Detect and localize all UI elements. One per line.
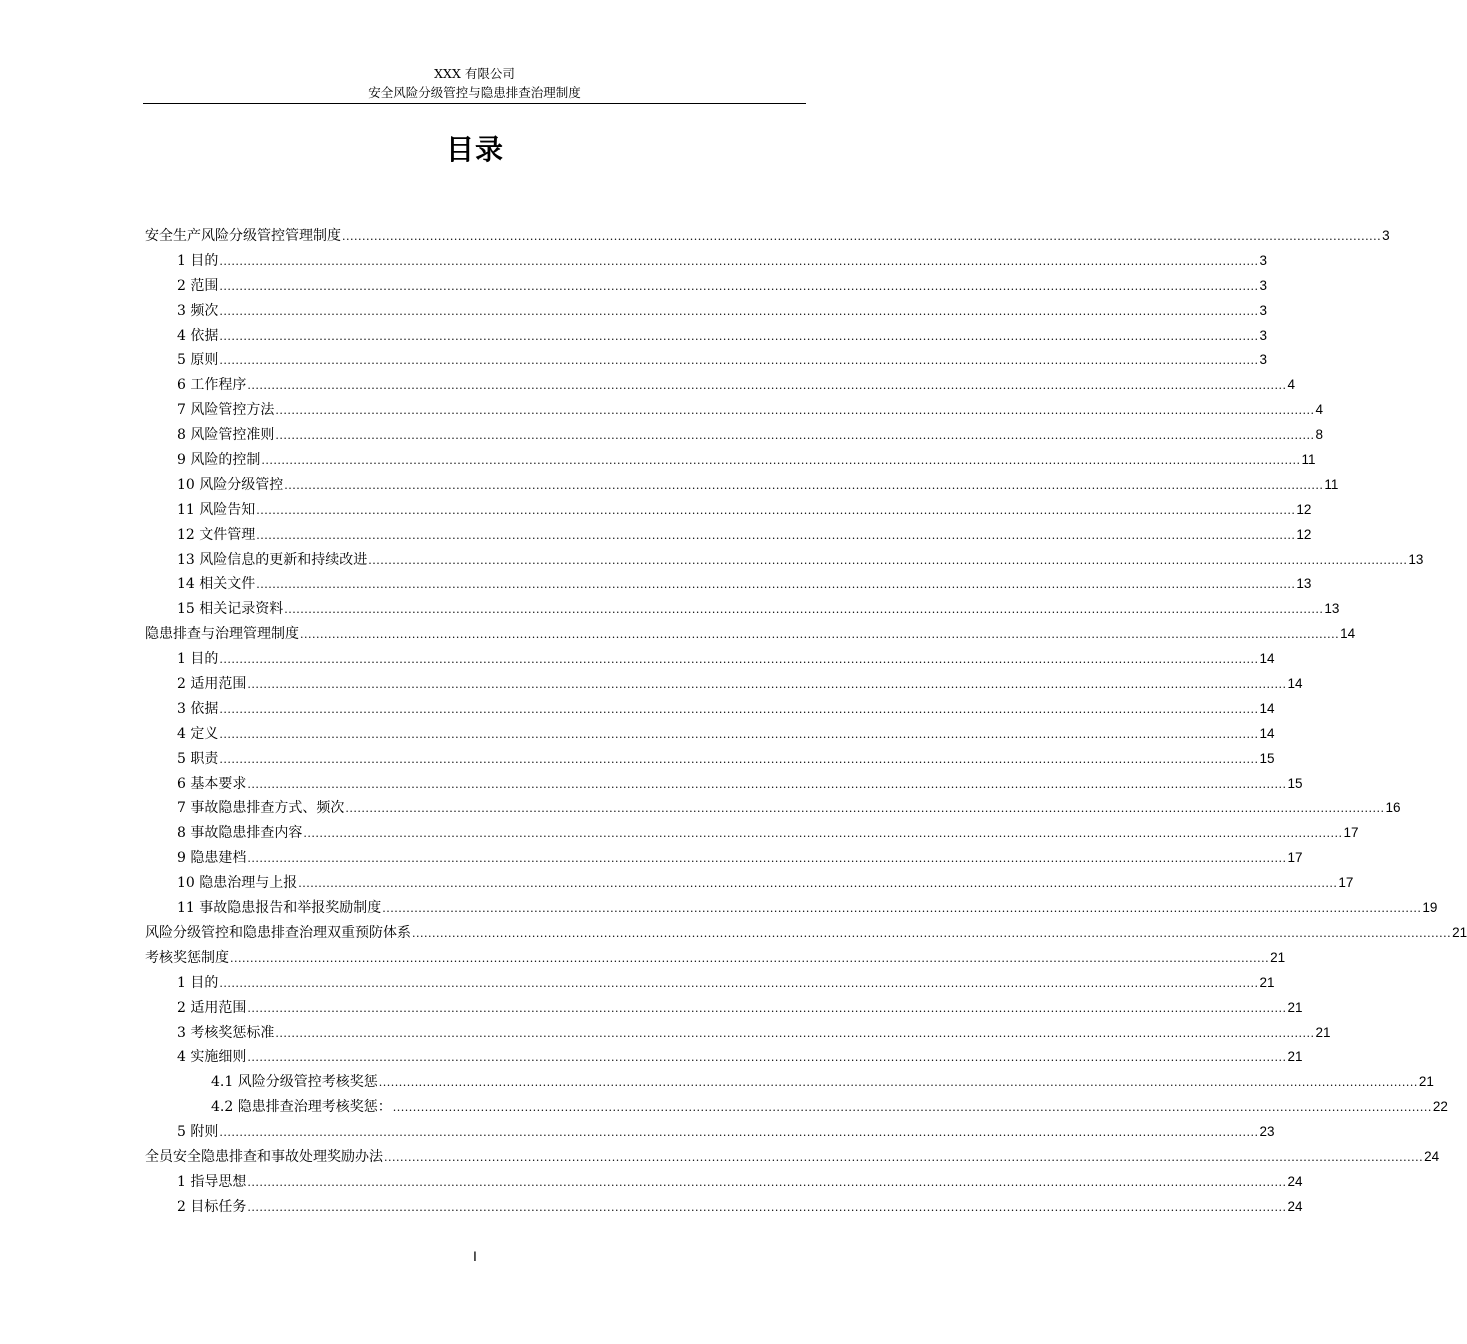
toc-entry[interactable] [145, 871, 1354, 896]
toc-dot-leader: .................................................................................................................................................................................................................................................................... [384, 1150, 1424, 1164]
toc-entry[interactable] [145, 1120, 1275, 1145]
toc-entry-page: 13 [1296, 576, 1312, 592]
toc-entry-label: 6 工作程序 [177, 377, 247, 394]
toc-dot-leader: .................................................................................................................................................................................................................................................................... [219, 976, 1259, 990]
toc-dot-leader: .................................................................................................................................................................................................................................................................... [230, 951, 1270, 965]
toc-dot-leader: .................................................................................................................................................................................................................................................................... [342, 230, 1382, 243]
toc-entry[interactable] [145, 647, 1275, 672]
toc-entry[interactable] [145, 324, 1267, 349]
toc-entry-page: 14 [1259, 700, 1275, 716]
toc-entry[interactable] [145, 846, 1303, 871]
page-header [143, 64, 806, 104]
toc-entry-page: 4 [1287, 377, 1295, 393]
toc-dot-leader: .................................................................................................................................................................................................................................................................... [247, 1051, 1287, 1065]
toc-entry[interactable] [145, 1070, 1434, 1095]
toc-entry-label: 4 实施细则 [177, 1049, 247, 1066]
toc-dot-leader: .................................................................................................................................................................................................................................................................... [219, 279, 1259, 293]
toc-entry-page: 21 [1287, 999, 1303, 1015]
toc-entry[interactable] [145, 996, 1303, 1021]
toc-entry[interactable] [145, 1021, 1331, 1046]
toc-dot-leader: .................................................................................................................................................................................................................................................................... [284, 603, 1324, 617]
toc-entry-label: 10 风险分级管控 [177, 476, 284, 493]
toc-entry-page: 3 [1259, 352, 1267, 368]
toc-entry-label: 1 目的 [177, 974, 219, 991]
toc-entry[interactable] [145, 672, 1303, 697]
toc-entry-page: 15 [1259, 750, 1275, 766]
toc-entry-label: 14 相关文件 [177, 576, 256, 593]
toc-entry-label: 7 事故隐患排查方式、频次 [177, 800, 345, 817]
toc-entry-page: 14 [1287, 676, 1303, 692]
toc-entry-label: 4.1 风险分级管控考核奖惩 [211, 1074, 378, 1091]
toc-entry-label: 2 适用范围 [177, 999, 247, 1016]
toc-entry[interactable] [145, 473, 1339, 498]
toc-entry[interactable] [145, 1095, 1448, 1120]
toc-dot-leader: .................................................................................................................................................................................................................................................................... [247, 1001, 1287, 1015]
toc-entry-label: 5 原则 [177, 352, 219, 369]
toc-entry-label: 11 风险告知 [177, 501, 256, 518]
toc-entry-label: 隐患排查与治理管理制度 [145, 626, 299, 643]
toc-entry-page: 14 [1340, 626, 1356, 642]
page-number: I [473, 1248, 477, 1264]
toc-entry-page: 21 [1287, 1049, 1303, 1065]
toc-dot-leader: .................................................................................................................................................................................................................................................................... [247, 678, 1287, 692]
toc-entry-page: 22 [1432, 1099, 1448, 1115]
toc-dot-leader: .................................................................................................................................................................................................................................................................... [300, 628, 1340, 642]
toc-entry-label: 9 风险的控制 [177, 452, 261, 469]
toc-entry[interactable] [145, 747, 1275, 772]
toc-entry[interactable] [145, 921, 1467, 946]
toc-dot-leader: .................................................................................................................................................................................................................................................................... [256, 578, 1296, 592]
toc-entry-label: 5 职责 [177, 750, 219, 767]
toc-entry-page: 11 [1301, 452, 1316, 468]
toc-entry[interactable] [145, 249, 1267, 274]
toc-entry-page: 21 [1418, 1074, 1434, 1090]
toc-entry-page: 17 [1338, 875, 1354, 891]
toc-entry-label: 9 隐患建档 [177, 850, 247, 867]
toc-dot-leader: .................................................................................................................................................................................................................................................................... [368, 553, 1408, 567]
toc-dot-leader: .................................................................................................................................................................................................................................................................... [219, 254, 1259, 268]
toc-entry-page: 8 [1315, 427, 1323, 443]
toc-dot-leader: .................................................................................................................................................................................................................................................................... [219, 304, 1259, 318]
toc-entry-page: 3 [1259, 302, 1267, 318]
toc-entry[interactable] [145, 523, 1312, 548]
toc-entry-page: 12 [1296, 501, 1312, 517]
toc-entry-page: 24 [1424, 1148, 1440, 1164]
toc-entry-page: 11 [1324, 476, 1339, 492]
toc-entry-page: 14 [1259, 651, 1275, 667]
toc-entry-page: 17 [1343, 825, 1359, 841]
toc-entry-label: 1 目的 [177, 651, 219, 668]
toc-entry-page: 16 [1385, 800, 1401, 816]
toc-entry[interactable] [145, 1045, 1303, 1070]
toc-dot-leader: .................................................................................................................................................................................................................................................................... [412, 926, 1452, 940]
toc-entry[interactable] [145, 697, 1275, 722]
toc-entry-label: 5 附则 [177, 1124, 219, 1141]
toc-dot-leader: .................................................................................................................................................................................................................................................................... [247, 1175, 1287, 1189]
toc-entry[interactable] [145, 796, 1401, 821]
toc-dot-leader: .................................................................................................................................................................................................................................................................... [247, 379, 1287, 393]
toc-entry-page: 21 [1270, 949, 1286, 965]
toc-entry[interactable] [145, 971, 1275, 996]
toc-dot-leader: .................................................................................................................................................................................................................................................................... [275, 1026, 1315, 1040]
toc-dot-leader: .................................................................................................................................................................................................................................................................... [382, 902, 1422, 916]
toc-entry-label: 考核奖惩制度 [145, 949, 229, 966]
toc-entry-page: 14 [1259, 725, 1275, 741]
toc-entry[interactable] [145, 896, 1438, 921]
toc-dot-leader: .................................................................................................................................................................................................................................................................... [256, 503, 1296, 517]
toc-entry-label: 10 隐患治理与上报 [177, 875, 298, 892]
toc-dot-leader: .................................................................................................................................................................................................................................................................... [219, 752, 1259, 766]
toc-entry-label: 3 频次 [177, 302, 219, 319]
toc-dot-leader: .................................................................................................................................................................................................................................................................... [219, 329, 1259, 343]
toc-entry-label: 风险分级管控和隐患排查治理双重预防体系 [145, 924, 411, 941]
toc-entry[interactable] [145, 1195, 1303, 1220]
toc-entry[interactable] [145, 821, 1359, 846]
toc-entry-label: 15 相关记录资料 [177, 601, 284, 618]
toc-entry-page: 21 [1315, 1024, 1331, 1040]
toc-dot-leader: .................................................................................................................................................................................................................................................................... [298, 877, 1338, 891]
toc-entry[interactable] [145, 772, 1303, 797]
toc-dot-leader: .................................................................................................................................................................................................................................................................... [284, 478, 1324, 492]
toc-dot-leader: .................................................................................................................................................................................................................................................................... [275, 429, 1315, 443]
toc-dot-leader: .................................................................................................................................................................................................................................................................... [219, 1126, 1259, 1140]
toc-entry[interactable] [145, 572, 1312, 597]
toc-entry[interactable] [145, 299, 1267, 324]
toc-entry[interactable] [145, 398, 1323, 423]
toc-dot-leader: .................................................................................................................................................................................................................................................................... [219, 727, 1259, 741]
toc-entry-label: 1 目的 [177, 252, 219, 269]
toc-dot-leader: .................................................................................................................................................................................................................................................................... [247, 777, 1287, 791]
toc-entry-label: 2 范围 [177, 277, 219, 294]
toc-entry[interactable] [145, 1170, 1303, 1195]
toc-entry[interactable] [145, 946, 1286, 971]
toc-entry[interactable] [145, 423, 1323, 448]
toc-entry-label: 6 基本要求 [177, 775, 247, 792]
toc-entry-page: 24 [1287, 1173, 1303, 1189]
toc-entry-label: 11 事故隐患报告和举报奖励制度 [177, 900, 382, 917]
toc-entry[interactable] [145, 448, 1316, 473]
toc-entry-page: 17 [1287, 850, 1303, 866]
toc-entry-page: 13 [1408, 551, 1424, 567]
toc-entry-label: 7 风险管控方法 [177, 402, 275, 419]
header-company: XXX 有限公司 [434, 66, 515, 81]
toc-entry-page: 4 [1315, 402, 1323, 418]
toc-entry-label: 4.2 隐患排查治理考核奖惩： [211, 1099, 392, 1116]
toc-dot-leader: .................................................................................................................................................................................................................................................................... [247, 852, 1287, 866]
toc-entry-page: 15 [1287, 775, 1303, 791]
toc-entry-page: 19 [1422, 900, 1438, 916]
toc-dot-leader: .................................................................................................................................................................................................................................................................... [378, 1076, 1418, 1090]
toc-dot-leader: .................................................................................................................................................................................................................................................................... [219, 653, 1259, 667]
toc-entry[interactable] [145, 373, 1295, 398]
toc-entry-label: 3 考核奖惩标准 [177, 1024, 275, 1041]
toc-entry-label: 2 适用范围 [177, 676, 247, 693]
toc-entry-page: 13 [1324, 601, 1340, 617]
toc-entry-label: 全员安全隐患排查和事故处理奖励办法 [145, 1148, 383, 1165]
toc-dot-leader: .................................................................................................................................................................................................................................................................... [256, 528, 1296, 542]
toc-entry[interactable] [145, 622, 1356, 647]
toc-entry-label: 8 风险管控准则 [177, 427, 275, 444]
toc-entry-label: 4 依据 [177, 327, 219, 344]
toc-entry[interactable] [145, 348, 1267, 373]
toc-dot-leader: .................................................................................................................................................................................................................................................................... [219, 702, 1259, 716]
toc-entry-page: 3 [1259, 252, 1267, 268]
toc-entry-page: 3 [1259, 327, 1267, 343]
toc-entry[interactable] [145, 597, 1340, 622]
toc-dot-leader: .................................................................................................................................................................................................................................................................... [303, 827, 1343, 841]
toc-entry-label: 13 风险信息的更新和持续改进 [177, 551, 368, 568]
toc-dot-leader: .................................................................................................................................................................................................................................................................... [345, 802, 1385, 816]
page-title: 目录 [445, 133, 504, 166]
toc-entry-page: 12 [1296, 526, 1312, 542]
toc-entry[interactable] [145, 548, 1424, 573]
toc-entry-page: 23 [1259, 1124, 1275, 1140]
toc-entry[interactable] [145, 722, 1275, 747]
toc-entry[interactable] [145, 498, 1312, 523]
toc-entry-label: 12 文件管理 [177, 526, 256, 543]
toc-entry-page: 24 [1287, 1198, 1303, 1214]
toc-dot-leader: .................................................................................................................................................................................................................................................................... [261, 454, 1301, 468]
toc-dot-leader: .................................................................................................................................................................................................................................................................... [392, 1101, 1432, 1115]
toc-entry-label: 1 指导思想 [177, 1173, 247, 1190]
toc-dot-leader: .................................................................................................................................................................................................................................................................... [275, 404, 1315, 418]
toc-entry-page: 21 [1452, 924, 1467, 940]
toc-entry-label: 4 定义 [177, 725, 219, 742]
toc-dot-leader: .................................................................................................................................................................................................................................................................... [247, 1200, 1287, 1214]
toc-entry-page: 21 [1259, 974, 1275, 990]
toc-entry[interactable] [145, 274, 1267, 299]
toc-entry-page: 3 [1382, 228, 1390, 243]
toc-entry-label: 安全生产风险分级管控管理制度 [145, 228, 341, 244]
table-of-contents [145, 224, 1467, 1220]
toc-dot-leader: .................................................................................................................................................................................................................................................................... [219, 354, 1259, 368]
toc-entry-page: 3 [1259, 277, 1267, 293]
toc-entry-label: 3 依据 [177, 700, 219, 717]
toc-entry-label: 2 目标任务 [177, 1198, 247, 1215]
toc-entry[interactable] [145, 224, 1390, 249]
toc-entry[interactable] [145, 1145, 1440, 1170]
header-doc-title: 安全风险分级管控与隐患排查治理制度 [368, 85, 581, 100]
toc-entry-label: 8 事故隐患排查内容 [177, 825, 303, 842]
